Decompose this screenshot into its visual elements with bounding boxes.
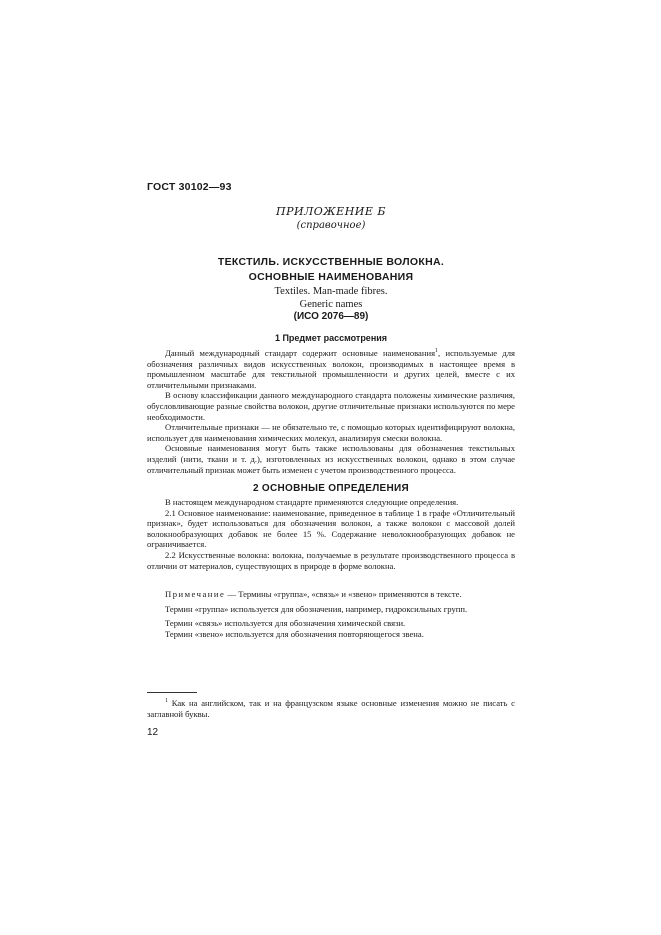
section-2-paragraph-2: 2.1 Основное наименование: наименование, приведенное в таблице 1 в графе «Отличительный признак», будет использоваться для обозначения волокон, а также волокон с массовой долей волокнообразующих добавок не более 15 %. Содержание неволокнообразующих добавок не ограничивается. xyxy=(147,507,515,550)
note-3: Термин «связь» используется для обозначения химической связи. xyxy=(165,618,406,629)
footnote-divider xyxy=(147,692,197,693)
paragraph-text: , используемые для обозначения различных видов искусственных волокон, производимых в настоящее время в промышленном масштабе для текстильной промышленности и других целей, вместе с их отличительными признаками. xyxy=(147,348,516,390)
english-title xyxy=(147,285,515,311)
note-1 xyxy=(147,589,515,600)
appendix-subtitle: (справочное) xyxy=(296,220,366,231)
footnote-body: Как на английском, так и на французском языке основные изменения можно не писать с заглавной буквы. xyxy=(147,698,515,719)
english-title-line1: Textiles. Man-made fibres. xyxy=(274,286,388,297)
section-2-paragraph-3: 2.2 Искусственные волокна: волокна, получаемые в результате производственного процесса в отличии от материалов, существующих в природе в форме волокна. xyxy=(147,549,515,571)
section-1-paragraph-1 xyxy=(147,348,515,390)
section-1-paragraph-3: Отличительные признаки — не обязательно те, с помощью которых идентифицируют волокна, использует для наименования химических молекул, анализируя смески волокна. xyxy=(147,422,515,443)
note-text: — Термины «группа», «связь» и «звено» применяются в тексте. xyxy=(225,589,462,599)
iso-reference: (ИСО 2076—89) xyxy=(293,311,369,322)
section-1-heading: 1 Предмет рассмотрения xyxy=(274,333,388,343)
section-2-heading: 2 ОСНОВНЫЕ ОПРЕДЕЛЕНИЯ xyxy=(252,483,409,494)
english-title-line2: Generic names xyxy=(299,299,363,310)
section-1-paragraph-4: Основные наименования могут быть также использованы для обозначения текстильных изделий (нити, ткани и т. д.), изготовленных из искусственных волокон, однако в этом случае отличительный признак может быть изменен с учетом производственного процесса. xyxy=(147,443,515,475)
section-1-body xyxy=(147,348,515,475)
footnote-text xyxy=(147,698,515,720)
note-4: Термин «звено» используется для обозначения повторяющегося звена. xyxy=(165,628,424,639)
footnote-reference: 1 xyxy=(435,348,439,355)
appendix-title: ПРИЛОЖЕНИЕ Б xyxy=(276,205,386,218)
section-2-paragraph-1: В настоящем международном стандарте применяются следующие определения. xyxy=(165,497,459,507)
note-label: Примечание xyxy=(165,589,226,599)
section-1-paragraph-2: В основу классификации данного международного стандарта положены химические различия, обусловливающие разные свойства волокон, другие отличительные признаки используются по мере необходимости. xyxy=(147,390,515,422)
paragraph-text: Данный международный стандарт содержит основные наименования xyxy=(165,348,436,358)
notes-block xyxy=(147,589,515,643)
section-2-body xyxy=(147,497,515,571)
main-title xyxy=(147,255,515,285)
main-title-line2: ОСНОВНЫЕ НАИМЕНОВАНИЯ xyxy=(248,271,414,283)
document-code: ГОСТ 30102—93 xyxy=(147,181,232,193)
main-title-line1: ТЕКСТИЛЬ. ИСКУССТВЕННЫЕ ВОЛОКНА. xyxy=(217,256,445,268)
footnote-mark: 1 xyxy=(165,698,168,705)
footnote xyxy=(147,698,515,720)
page-number: 12 xyxy=(147,727,159,738)
note-2: Термин «группа» используется для обозначения, например, гидроксильных групп. xyxy=(165,603,468,614)
